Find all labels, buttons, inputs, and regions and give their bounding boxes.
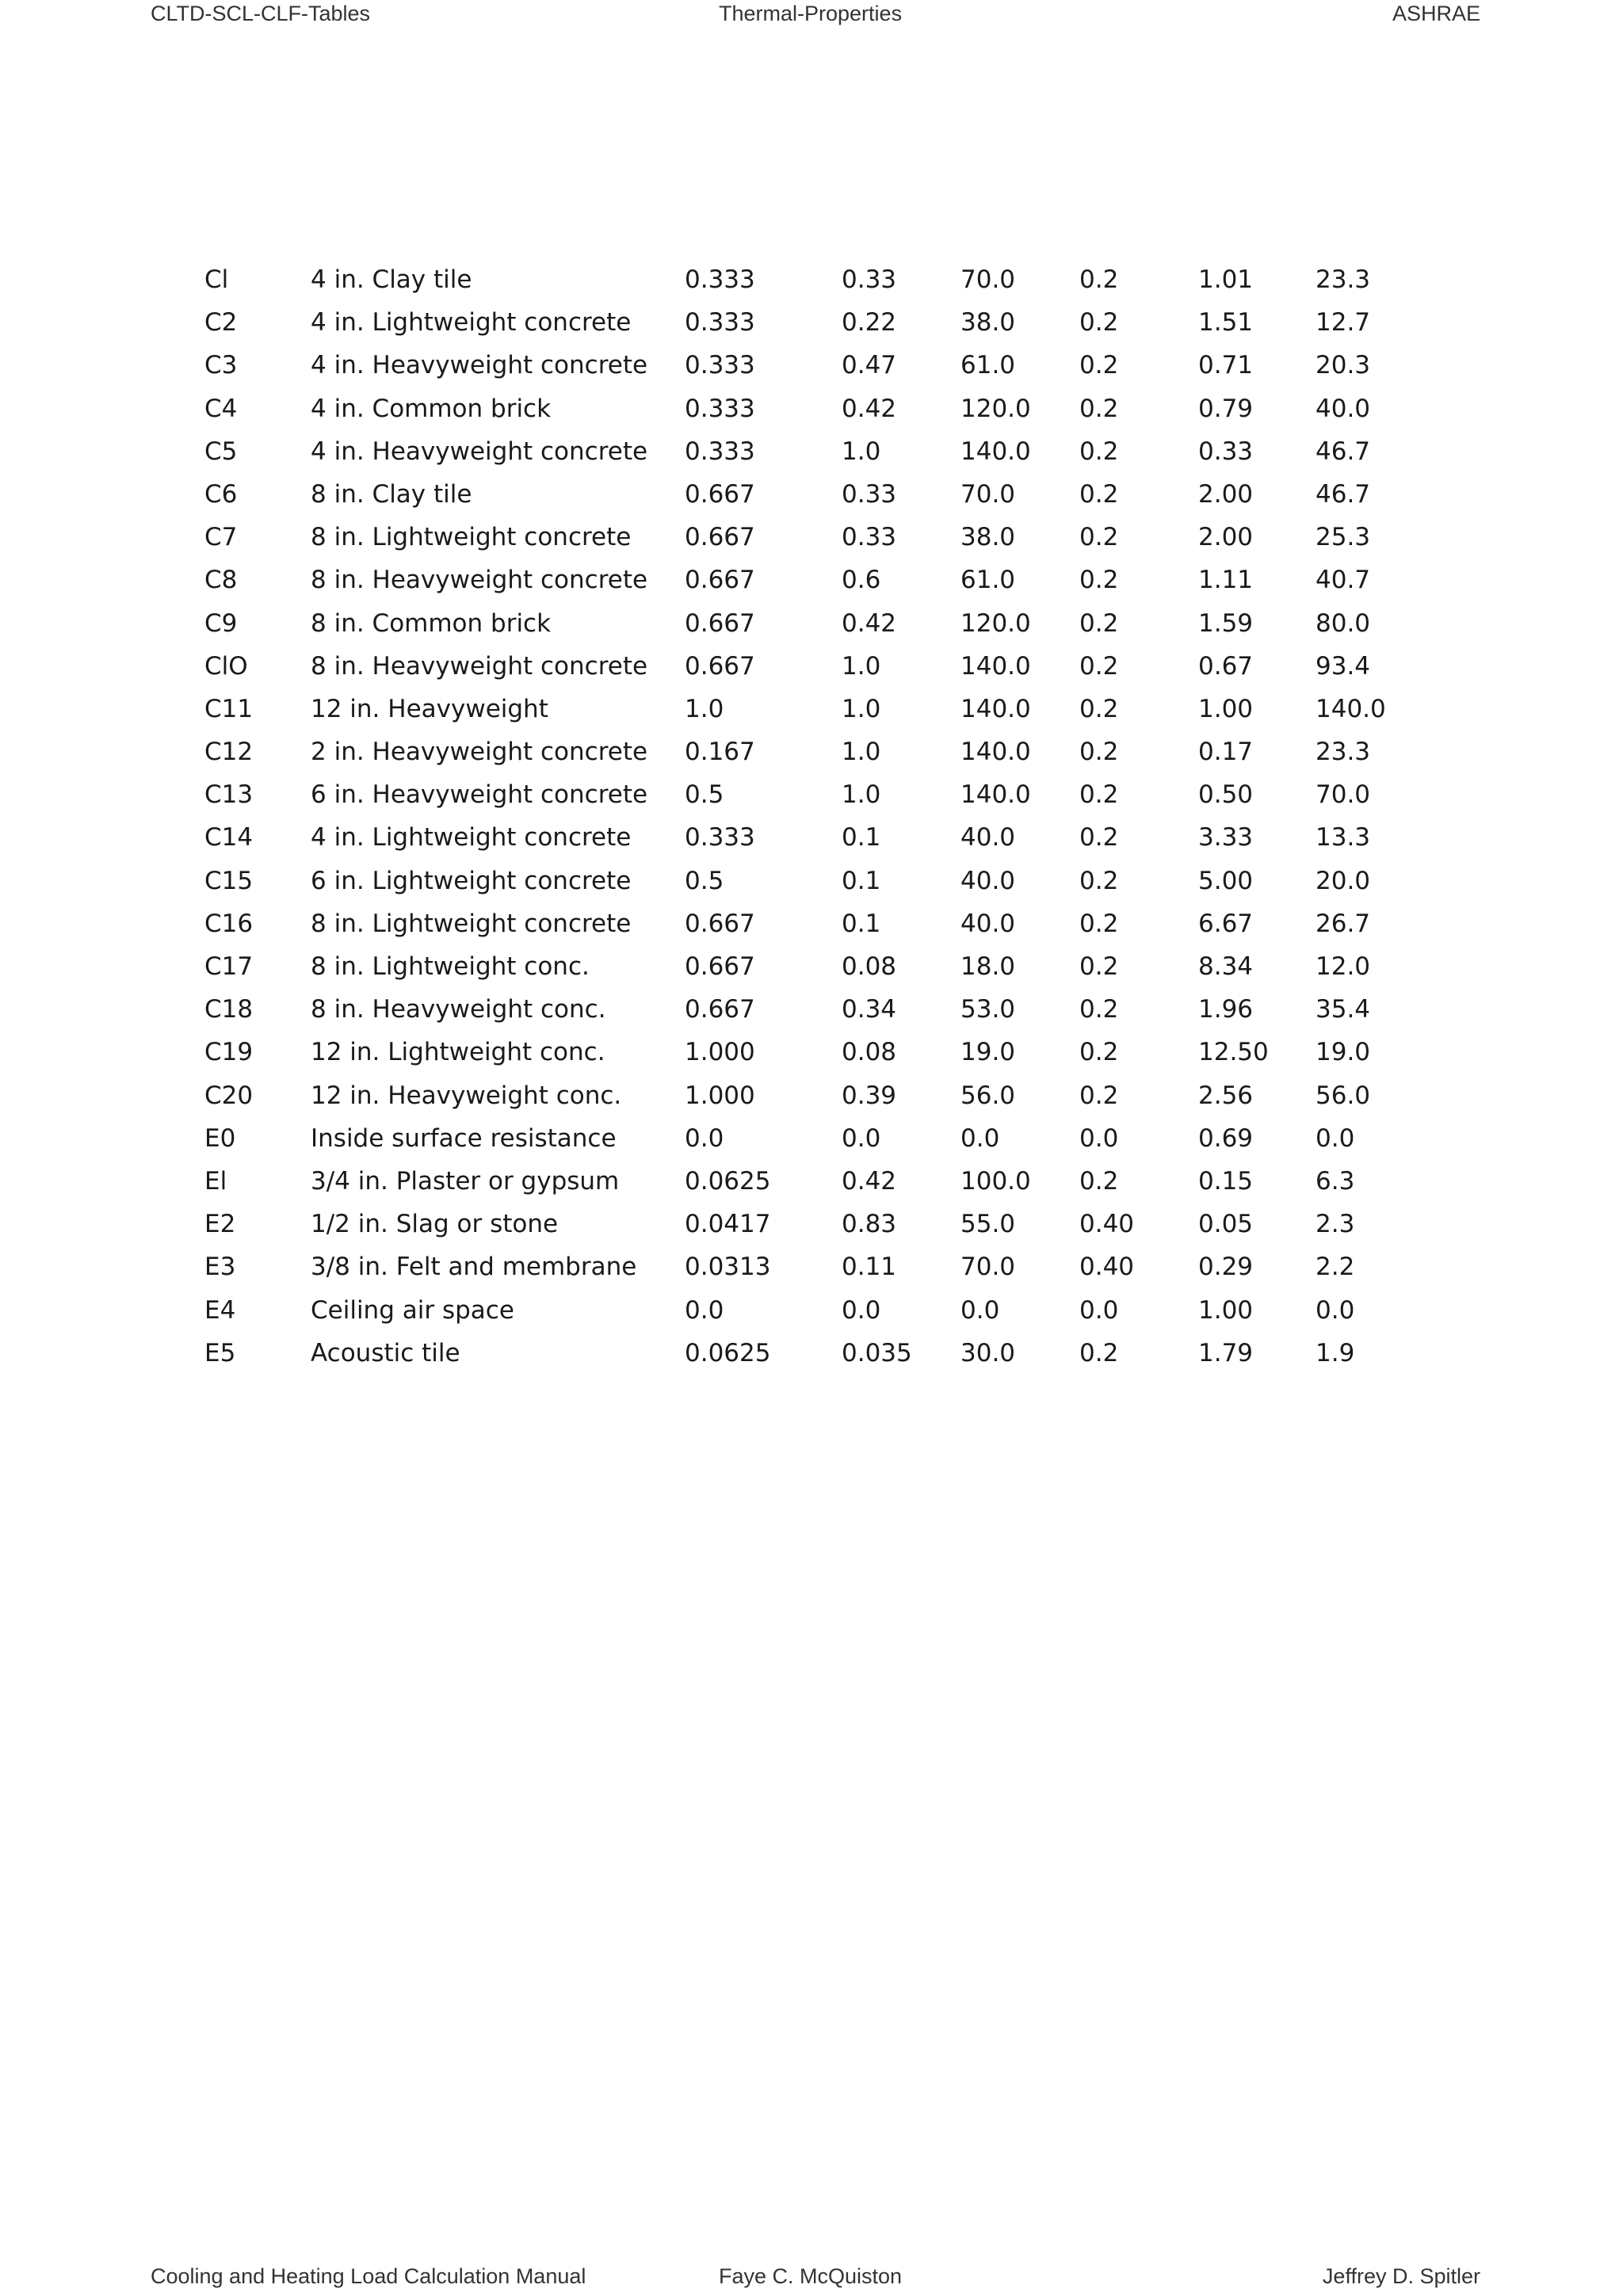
value-cell: 20.3: [1316, 351, 1371, 380]
description-cell: 4 in. Clay tile: [311, 265, 472, 294]
value-cell: 0.2: [1079, 265, 1119, 294]
value-cell: 0.2: [1079, 394, 1119, 423]
description-cell: 8 in. Heavyweight conc.: [311, 995, 606, 1024]
header-center-text: Thermal-Properties: [719, 2, 903, 25]
value-cell: 0.0: [960, 1295, 1000, 1325]
footer-left-text: Cooling and Heating Load Calculation Manual: [151, 2264, 586, 2288]
value-cell: 2.56: [1198, 1081, 1254, 1110]
value-cell: 35.4: [1316, 995, 1371, 1024]
table-row: [204, 1160, 1425, 1203]
value-cell: 0.2: [1079, 694, 1119, 723]
value-cell: 0.2: [1079, 1038, 1119, 1067]
value-cell: 0.667: [685, 952, 755, 981]
value-cell: 0.333: [685, 308, 755, 338]
value-cell: 0.333: [685, 823, 755, 852]
value-cell: 0.50: [1198, 780, 1254, 810]
value-cell: 0.0625: [685, 1166, 771, 1196]
value-cell: 0.39: [842, 1081, 897, 1110]
table-row: [204, 1074, 1425, 1117]
value-cell: 53.0: [960, 995, 1016, 1024]
header-left-text: CLTD-SCL-CLF-Tables: [151, 2, 371, 25]
table-row: [204, 1203, 1425, 1245]
table-row: [204, 773, 1425, 816]
table-row: [204, 902, 1425, 945]
code-cell: E2: [204, 1210, 236, 1239]
value-cell: 0.33: [842, 523, 897, 552]
value-cell: 0.33: [842, 265, 897, 294]
description-cell: 8 in. Heavyweight concrete: [311, 651, 648, 681]
value-cell: 0.667: [685, 608, 755, 638]
value-cell: 5.00: [1198, 866, 1254, 895]
value-cell: 120.0: [960, 608, 1031, 638]
value-cell: 0.11: [842, 1253, 897, 1282]
value-cell: 0.333: [685, 394, 755, 423]
value-cell: 0.2: [1079, 308, 1119, 338]
value-cell: 0.0417: [685, 1210, 771, 1239]
value-cell: 0.83: [842, 1210, 897, 1239]
value-cell: 2.00: [1198, 523, 1254, 552]
code-cell: C4: [204, 394, 238, 423]
value-cell: 0.667: [685, 523, 755, 552]
description-cell: Inside surface resistance: [311, 1123, 617, 1153]
value-cell: 2.00: [1198, 479, 1254, 509]
value-cell: 30.0: [960, 1338, 1016, 1367]
value-cell: 0.34: [842, 995, 897, 1024]
table-row: [204, 602, 1425, 645]
description-cell: 3/8 in. Felt and membrane: [311, 1253, 637, 1282]
value-cell: 1.0: [842, 694, 881, 723]
value-cell: 100.0: [960, 1166, 1031, 1196]
description-cell: 6 in. Heavyweight concrete: [311, 780, 648, 810]
value-cell: 25.3: [1316, 523, 1371, 552]
value-cell: 0.5: [685, 780, 724, 810]
description-cell: 4 in. Lightweight concrete: [311, 308, 632, 338]
code-cell: C18: [204, 995, 254, 1024]
value-cell: 0.167: [685, 738, 755, 767]
value-cell: 6.67: [1198, 909, 1254, 938]
value-cell: 1.51: [1198, 308, 1254, 338]
value-cell: 1.59: [1198, 608, 1254, 638]
table-row: [204, 516, 1425, 559]
value-cell: 0.47: [842, 351, 897, 380]
value-cell: 26.7: [1316, 909, 1371, 938]
value-cell: 56.0: [1316, 1081, 1371, 1110]
value-cell: 1.000: [685, 1081, 755, 1110]
value-cell: 70.0: [960, 265, 1016, 294]
value-cell: 0.2: [1079, 1081, 1119, 1110]
table-row: [204, 559, 1425, 601]
value-cell: 0.71: [1198, 351, 1254, 380]
value-cell: 0.0313: [685, 1253, 771, 1282]
description-cell: 4 in. Common brick: [311, 394, 552, 423]
code-cell: C13: [204, 780, 254, 810]
value-cell: 1.0: [842, 437, 881, 466]
code-cell: C11: [204, 694, 254, 723]
value-cell: 0.333: [685, 265, 755, 294]
value-cell: 38.0: [960, 523, 1016, 552]
value-cell: 0.2: [1079, 651, 1119, 681]
table-row: [204, 258, 1425, 301]
value-cell: 0.42: [842, 1166, 897, 1196]
value-cell: 140.0: [960, 694, 1031, 723]
value-cell: 0.0: [842, 1295, 881, 1325]
code-cell: C14: [204, 823, 254, 852]
value-cell: 12.50: [1198, 1038, 1269, 1067]
value-cell: 0.0: [1079, 1123, 1119, 1153]
value-cell: 1.00: [1198, 694, 1254, 723]
value-cell: 0.05: [1198, 1210, 1254, 1239]
value-cell: 0.69: [1198, 1123, 1254, 1153]
value-cell: 80.0: [1316, 608, 1371, 638]
value-cell: 0.67: [1198, 651, 1254, 681]
value-cell: 1.000: [685, 1038, 755, 1067]
code-cell: C19: [204, 1038, 254, 1067]
value-cell: 46.7: [1316, 479, 1371, 509]
code-cell: El: [204, 1166, 227, 1196]
code-cell: C12: [204, 738, 254, 767]
code-cell: C5: [204, 437, 238, 466]
value-cell: 2.3: [1316, 1210, 1355, 1239]
table-row: [204, 1031, 1425, 1074]
table-row: [204, 945, 1425, 988]
description-cell: 12 in. Heavyweight conc.: [311, 1081, 622, 1110]
table-row: [204, 645, 1425, 688]
value-cell: 46.7: [1316, 437, 1371, 466]
value-cell: 0.2: [1079, 523, 1119, 552]
page-header: [0, 2, 1623, 33]
value-cell: 0.42: [842, 608, 897, 638]
table-row: [204, 344, 1425, 387]
value-cell: 0.17: [1198, 738, 1254, 767]
value-cell: 0.1: [842, 866, 881, 895]
description-cell: 4 in. Lightweight concrete: [311, 823, 632, 852]
description-cell: 8 in. Lightweight concrete: [311, 523, 632, 552]
description-cell: 8 in. Lightweight concrete: [311, 909, 632, 938]
code-cell: E3: [204, 1253, 236, 1282]
value-cell: 55.0: [960, 1210, 1016, 1239]
value-cell: 0.0: [1316, 1123, 1355, 1153]
value-cell: 0.40: [1079, 1210, 1135, 1239]
value-cell: 0.2: [1079, 608, 1119, 638]
value-cell: 1.0: [842, 780, 881, 810]
table-row: [204, 688, 1425, 730]
value-cell: 0.29: [1198, 1253, 1254, 1282]
value-cell: 0.0: [1316, 1295, 1355, 1325]
value-cell: 70.0: [960, 1253, 1016, 1282]
value-cell: 3.33: [1198, 823, 1254, 852]
code-cell: C3: [204, 351, 238, 380]
header-right-text: ASHRAE: [1392, 2, 1480, 25]
value-cell: 0.0: [685, 1123, 724, 1153]
code-cell: C6: [204, 479, 238, 509]
description-cell: 8 in. Clay tile: [311, 479, 472, 509]
table-row: [204, 1289, 1425, 1332]
value-cell: 0.5: [685, 866, 724, 895]
value-cell: 0.42: [842, 394, 897, 423]
description-cell: 12 in. Heavyweight: [311, 694, 548, 723]
table-row: [204, 1117, 1425, 1160]
code-cell: E0: [204, 1123, 236, 1153]
value-cell: 70.0: [1316, 780, 1371, 810]
value-cell: 0.2: [1079, 479, 1119, 509]
footer-right-text: Jeffrey D. Spitler: [1322, 2264, 1480, 2288]
value-cell: 1.0: [842, 651, 881, 681]
table-row: [204, 1245, 1425, 1288]
value-cell: 8.34: [1198, 952, 1254, 981]
value-cell: 0.667: [685, 909, 755, 938]
value-cell: 0.33: [1198, 437, 1254, 466]
table-row: [204, 430, 1425, 473]
table-row: [204, 860, 1425, 902]
footer-center-text: Faye C. McQuiston: [719, 2264, 903, 2288]
description-cell: Acoustic tile: [311, 1338, 460, 1367]
table-row: [204, 988, 1425, 1031]
description-cell: 3/4 in. Plaster or gypsum: [311, 1166, 620, 1196]
value-cell: 1.0: [685, 694, 724, 723]
value-cell: 140.0: [960, 738, 1031, 767]
value-cell: 40.0: [1316, 394, 1371, 423]
value-cell: 0.333: [685, 351, 755, 380]
value-cell: 0.08: [842, 952, 897, 981]
value-cell: 1.9: [1316, 1338, 1355, 1367]
value-cell: 1.96: [1198, 995, 1254, 1024]
value-cell: 0.2: [1079, 909, 1119, 938]
value-cell: 0.333: [685, 437, 755, 466]
value-cell: 6.3: [1316, 1166, 1355, 1196]
value-cell: 0.667: [685, 651, 755, 681]
value-cell: 0.2: [1079, 437, 1119, 466]
table-row: [204, 816, 1425, 859]
value-cell: 40.7: [1316, 566, 1371, 595]
value-cell: 140.0: [960, 651, 1031, 681]
value-cell: 1.11: [1198, 566, 1254, 595]
page-footer: [0, 2264, 1623, 2296]
description-cell: 8 in. Common brick: [311, 608, 552, 638]
value-cell: 0.667: [685, 995, 755, 1024]
value-cell: 0.6: [842, 566, 881, 595]
value-cell: 0.2: [1079, 566, 1119, 595]
table-row: [204, 730, 1425, 773]
value-cell: 1.0: [842, 738, 881, 767]
value-cell: 12.7: [1316, 308, 1371, 338]
value-cell: 1.01: [1198, 265, 1254, 294]
value-cell: 70.0: [960, 479, 1016, 509]
code-cell: C8: [204, 566, 238, 595]
value-cell: 19.0: [960, 1038, 1016, 1067]
value-cell: 0.2: [1079, 351, 1119, 380]
value-cell: 0.0: [842, 1123, 881, 1153]
value-cell: 20.0: [1316, 866, 1371, 895]
description-cell: 1/2 in. Slag or stone: [311, 1210, 559, 1239]
value-cell: 0.2: [1079, 952, 1119, 981]
value-cell: 0.79: [1198, 394, 1254, 423]
code-cell: C17: [204, 952, 254, 981]
value-cell: 2.2: [1316, 1253, 1355, 1282]
value-cell: 0.22: [842, 308, 897, 338]
value-cell: 23.3: [1316, 738, 1371, 767]
code-cell: E5: [204, 1338, 236, 1367]
value-cell: 0.0: [685, 1295, 724, 1325]
value-cell: 12.0: [1316, 952, 1371, 981]
value-cell: 0.2: [1079, 1166, 1119, 1196]
value-cell: 120.0: [960, 394, 1031, 423]
value-cell: 56.0: [960, 1081, 1016, 1110]
description-cell: 4 in. Heavyweight concrete: [311, 437, 648, 466]
code-cell: Cl: [204, 265, 229, 294]
code-cell: C7: [204, 523, 238, 552]
value-cell: 61.0: [960, 351, 1016, 380]
code-cell: C20: [204, 1081, 254, 1110]
code-cell: C15: [204, 866, 254, 895]
value-cell: 13.3: [1316, 823, 1371, 852]
value-cell: 0.035: [842, 1338, 912, 1367]
value-cell: 61.0: [960, 566, 1016, 595]
description-cell: 2 in. Heavyweight concrete: [311, 738, 648, 767]
value-cell: 0.2: [1079, 866, 1119, 895]
description-cell: 8 in. Lightweight conc.: [311, 952, 590, 981]
value-cell: 18.0: [960, 952, 1016, 981]
value-cell: 140.0: [960, 780, 1031, 810]
value-cell: 0.15: [1198, 1166, 1254, 1196]
value-cell: 0.0625: [685, 1338, 771, 1367]
description-cell: Ceiling air space: [311, 1295, 514, 1325]
code-cell: E4: [204, 1295, 236, 1325]
value-cell: 40.0: [960, 909, 1016, 938]
value-cell: 0.1: [842, 823, 881, 852]
code-cell: C2: [204, 308, 238, 338]
value-cell: 0.2: [1079, 780, 1119, 810]
value-cell: 0.2: [1079, 995, 1119, 1024]
table-row: [204, 473, 1425, 516]
value-cell: 23.3: [1316, 265, 1371, 294]
thermal-properties-table: [204, 258, 1425, 1375]
code-cell: C9: [204, 608, 238, 638]
value-cell: 0.2: [1079, 738, 1119, 767]
value-cell: 1.00: [1198, 1295, 1254, 1325]
description-cell: 4 in. Heavyweight concrete: [311, 351, 648, 380]
value-cell: 19.0: [1316, 1038, 1371, 1067]
value-cell: 140.0: [960, 437, 1031, 466]
value-cell: 0.2: [1079, 1338, 1119, 1367]
value-cell: 40.0: [960, 823, 1016, 852]
table-row: [204, 301, 1425, 344]
value-cell: 0.40: [1079, 1253, 1135, 1282]
value-cell: 38.0: [960, 308, 1016, 338]
value-cell: 0.33: [842, 479, 897, 509]
description-cell: 6 in. Lightweight concrete: [311, 866, 632, 895]
value-cell: 0.667: [685, 479, 755, 509]
value-cell: 0.0: [1079, 1295, 1119, 1325]
description-cell: 12 in. Lightweight conc.: [311, 1038, 605, 1067]
description-cell: 8 in. Heavyweight concrete: [311, 566, 648, 595]
value-cell: 1.79: [1198, 1338, 1254, 1367]
code-cell: C16: [204, 909, 254, 938]
value-cell: 40.0: [960, 866, 1016, 895]
table-row: [204, 1332, 1425, 1375]
value-cell: 0.1: [842, 909, 881, 938]
value-cell: 0.08: [842, 1038, 897, 1067]
value-cell: 0.2: [1079, 823, 1119, 852]
table-row: [204, 387, 1425, 430]
code-cell: ClO: [204, 651, 248, 681]
value-cell: 140.0: [1316, 694, 1386, 723]
value-cell: 93.4: [1316, 651, 1371, 681]
value-cell: 0.0: [960, 1123, 1000, 1153]
value-cell: 0.667: [685, 566, 755, 595]
